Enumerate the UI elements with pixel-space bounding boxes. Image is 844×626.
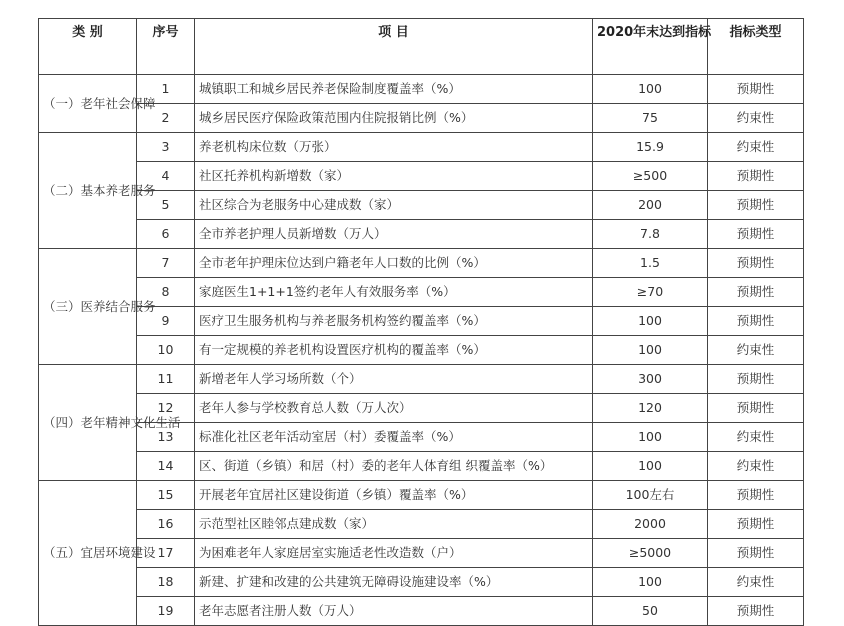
seq-cell: 2 bbox=[137, 104, 195, 133]
type-cell: 预期性 bbox=[708, 394, 804, 423]
target-cell: 1.5 bbox=[593, 249, 708, 278]
table-row bbox=[39, 249, 804, 278]
indicator-table bbox=[38, 18, 804, 626]
type-cell: 预期性 bbox=[708, 162, 804, 191]
item-cell: 标准化社区老年活动室居（村）委覆盖率（%） bbox=[195, 423, 593, 452]
seq-cell: 14 bbox=[137, 452, 195, 481]
type-cell: 预期性 bbox=[708, 220, 804, 249]
type-cell: 预期性 bbox=[708, 278, 804, 307]
target-cell: 75 bbox=[593, 104, 708, 133]
table-row bbox=[39, 365, 804, 394]
table-row bbox=[39, 510, 804, 539]
category-cell: （五）宜居环境建设 bbox=[39, 481, 137, 626]
header-type: 指标类型 bbox=[708, 19, 804, 75]
target-cell: 50 bbox=[593, 597, 708, 626]
type-cell: 预期性 bbox=[708, 75, 804, 104]
type-cell: 约束性 bbox=[708, 104, 804, 133]
category-cell: （一）老年社会保障 bbox=[39, 75, 137, 133]
seq-cell: 15 bbox=[137, 481, 195, 510]
table-row bbox=[39, 597, 804, 626]
target-cell: 100 bbox=[593, 452, 708, 481]
seq-cell: 13 bbox=[137, 423, 195, 452]
seq-cell: 1 bbox=[137, 75, 195, 104]
item-cell: 社区托养机构新增数（家） bbox=[195, 162, 593, 191]
table-row bbox=[39, 133, 804, 162]
table-row bbox=[39, 481, 804, 510]
item-cell: 区、街道（乡镇）和居（村）委的老年人体育组 织覆盖率（%） bbox=[195, 452, 593, 481]
type-cell: 预期性 bbox=[708, 597, 804, 626]
type-cell: 约束性 bbox=[708, 133, 804, 162]
type-cell: 预期性 bbox=[708, 510, 804, 539]
type-cell: 约束性 bbox=[708, 423, 804, 452]
type-cell: 预期性 bbox=[708, 365, 804, 394]
item-cell: 老年人参与学校教育总人数（万人次） bbox=[195, 394, 593, 423]
type-cell: 约束性 bbox=[708, 452, 804, 481]
table-row bbox=[39, 75, 804, 104]
item-cell: 城镇职工和城乡居民养老保险制度覆盖率（%） bbox=[195, 75, 593, 104]
type-cell: 约束性 bbox=[708, 336, 804, 365]
type-cell: 预期性 bbox=[708, 539, 804, 568]
category-cell: （三）医养结合服务 bbox=[39, 249, 137, 365]
item-cell: 社区综合为老服务中心建成数（家） bbox=[195, 191, 593, 220]
target-cell: 300 bbox=[593, 365, 708, 394]
target-cell: ≥500 bbox=[593, 162, 708, 191]
seq-cell: 12 bbox=[137, 394, 195, 423]
item-cell: 城乡居民医疗保险政策范围内住院报销比例（%） bbox=[195, 104, 593, 133]
seq-cell: 5 bbox=[137, 191, 195, 220]
target-cell: ≥70 bbox=[593, 278, 708, 307]
target-cell: 200 bbox=[593, 191, 708, 220]
item-cell: 示范型社区睦邻点建成数（家） bbox=[195, 510, 593, 539]
item-cell: 全市养老护理人员新增数（万人） bbox=[195, 220, 593, 249]
target-cell: 100左右 bbox=[593, 481, 708, 510]
table-row bbox=[39, 568, 804, 597]
table-row bbox=[39, 336, 804, 365]
header-item: 项 目 bbox=[195, 19, 593, 75]
type-cell: 预期性 bbox=[708, 191, 804, 220]
target-cell: 100 bbox=[593, 307, 708, 336]
item-cell: 有一定规模的养老机构设置医疗机构的覆盖率（%） bbox=[195, 336, 593, 365]
type-cell: 预期性 bbox=[708, 307, 804, 336]
header-target: 2020年末达到指标 bbox=[593, 19, 708, 75]
header-category: 类 别 bbox=[39, 19, 137, 75]
category-cell: （二）基本养老服务 bbox=[39, 133, 137, 249]
item-cell: 养老机构床位数（万张） bbox=[195, 133, 593, 162]
header-row bbox=[39, 19, 804, 75]
table-row bbox=[39, 220, 804, 249]
seq-cell: 10 bbox=[137, 336, 195, 365]
type-cell: 预期性 bbox=[708, 249, 804, 278]
target-cell: 100 bbox=[593, 75, 708, 104]
seq-cell: 4 bbox=[137, 162, 195, 191]
type-cell: 预期性 bbox=[708, 481, 804, 510]
seq-cell: 19 bbox=[137, 597, 195, 626]
target-cell: 100 bbox=[593, 568, 708, 597]
seq-cell: 16 bbox=[137, 510, 195, 539]
seq-cell: 9 bbox=[137, 307, 195, 336]
item-cell: 全市老年护理床位达到户籍老年人口数的比例（%） bbox=[195, 249, 593, 278]
item-cell: 老年志愿者注册人数（万人） bbox=[195, 597, 593, 626]
seq-cell: 3 bbox=[137, 133, 195, 162]
item-cell: 为困难老年人家庭居室实施适老性改造数（户） bbox=[195, 539, 593, 568]
seq-cell: 7 bbox=[137, 249, 195, 278]
item-cell: 开展老年宜居社区建设街道（乡镇）覆盖率（%） bbox=[195, 481, 593, 510]
target-cell: 100 bbox=[593, 336, 708, 365]
seq-cell: 18 bbox=[137, 568, 195, 597]
seq-cell: 6 bbox=[137, 220, 195, 249]
type-cell: 约束性 bbox=[708, 568, 804, 597]
category-cell: （四）老年精神文化生活 bbox=[39, 365, 137, 481]
seq-cell: 11 bbox=[137, 365, 195, 394]
target-cell: 100 bbox=[593, 423, 708, 452]
target-cell: 120 bbox=[593, 394, 708, 423]
seq-cell: 17 bbox=[137, 539, 195, 568]
target-cell: 15.9 bbox=[593, 133, 708, 162]
table-row bbox=[39, 452, 804, 481]
header-seq: 序号 bbox=[137, 19, 195, 75]
item-cell: 家庭医生1+1+1签约老年人有效服务率（%） bbox=[195, 278, 593, 307]
target-cell: ≥5000 bbox=[593, 539, 708, 568]
item-cell: 医疗卫生服务机构与养老服务机构签约覆盖率（%） bbox=[195, 307, 593, 336]
item-cell: 新增老年人学习场所数（个） bbox=[195, 365, 593, 394]
target-cell: 7.8 bbox=[593, 220, 708, 249]
seq-cell: 8 bbox=[137, 278, 195, 307]
item-cell: 新建、扩建和改建的公共建筑无障碍设施建设率（%） bbox=[195, 568, 593, 597]
target-cell: 2000 bbox=[593, 510, 708, 539]
